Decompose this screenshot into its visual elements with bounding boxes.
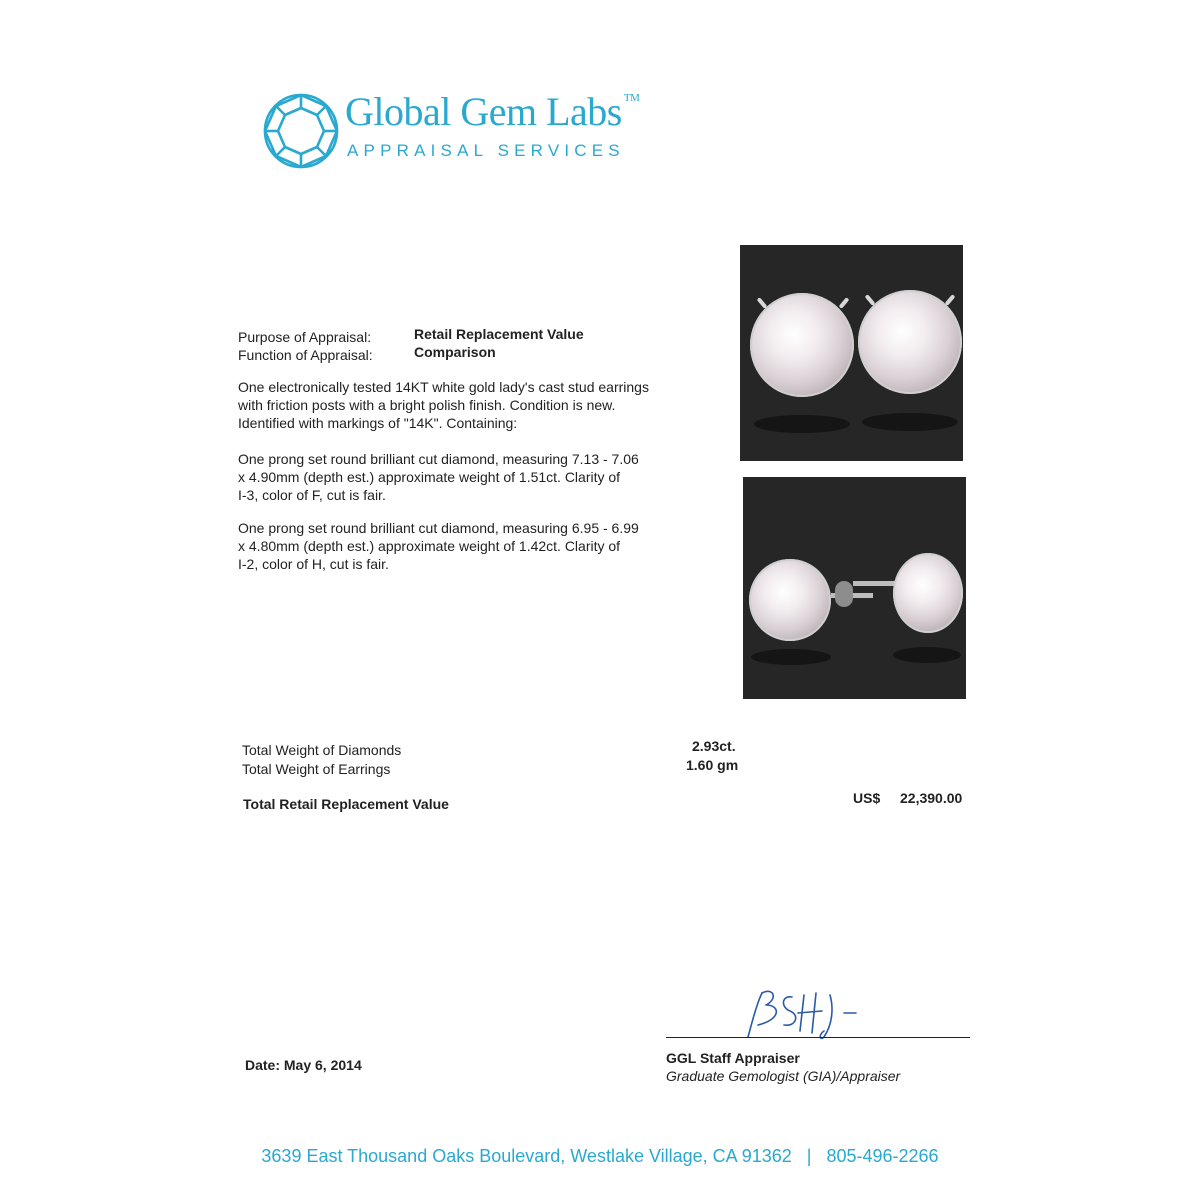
total-retail-label: Total Retail Replacement Value: [243, 796, 449, 812]
brand-name: [345, 88, 639, 135]
purpose-value: Retail Replacement Value: [414, 326, 584, 342]
earrings-front-photo: [740, 245, 963, 461]
footer-address: 3639 East Thousand Oaks Boulevard, Westlake Village, CA 91362: [261, 1146, 792, 1166]
diamond-stone: [858, 290, 962, 394]
item-description: [238, 378, 708, 432]
purpose-label: Purpose of Appraisal:: [238, 329, 372, 345]
footer-separator: |: [806, 1146, 812, 1166]
diamond-stone: [749, 559, 831, 641]
appraiser-credential: Graduate Gemologist (GIA)/Appraiser: [666, 1068, 901, 1084]
description-line: I-2, color of H, cut is fair.: [238, 556, 389, 572]
brand-subtitle: APPRAISAL SERVICES: [347, 141, 625, 160]
diamond-stone: [893, 553, 963, 633]
footer-contact: [0, 1146, 1200, 1167]
diamond-outline-icon: [262, 92, 340, 170]
description-line: x 4.90mm (depth est.) approximate weight of 1.51ct. Clarity of: [238, 469, 621, 485]
appraiser-name: GGL Staff Appraiser: [666, 1050, 800, 1066]
diamond-stone: [750, 293, 854, 397]
total-earrings-value: 1.60 gm: [686, 757, 739, 773]
description-line: One prong set round brilliant cut diamond, measuring 6.95 - 6.99: [238, 520, 639, 536]
description-line: x 4.80mm (depth est.) approximate weight of 1.42ct. Clarity of: [238, 538, 621, 554]
description-line: Identified with markings of "14K". Containing:: [238, 415, 518, 431]
description-line: One prong set round brilliant cut diamond, measuring 7.13 - 7.06: [238, 451, 639, 467]
function-value: Comparison: [414, 344, 496, 360]
earrings-side-photo: [743, 477, 966, 699]
total-diamonds-label: Total Weight of Diamonds: [242, 742, 402, 758]
description-line: with friction posts with a bright polish finish. Condition is new.: [238, 397, 616, 413]
diamond-1-description: [238, 450, 708, 504]
footer-phone: 805-496-2266: [826, 1146, 939, 1166]
total-retail-value: 22,390.00: [900, 790, 963, 806]
description-line: One electronically tested 14KT white gold lady's cast stud earrings: [238, 379, 649, 395]
diamond-2-description: [238, 519, 708, 573]
total-diamonds-value: 2.93ct.: [692, 738, 736, 754]
total-earrings-label: Total Weight of Earrings: [242, 761, 391, 777]
signature-line: [666, 1037, 970, 1038]
appraisal-date: Date: May 6, 2014: [245, 1057, 362, 1073]
currency-label: US$: [853, 790, 881, 806]
brand-name-text: Global Gem Labs: [345, 89, 622, 134]
trademark: TM: [623, 92, 640, 104]
description-line: I-3, color of F, cut is fair.: [238, 487, 386, 503]
function-label: Function of Appraisal:: [238, 347, 373, 363]
handwritten-signature: [740, 985, 880, 1045]
